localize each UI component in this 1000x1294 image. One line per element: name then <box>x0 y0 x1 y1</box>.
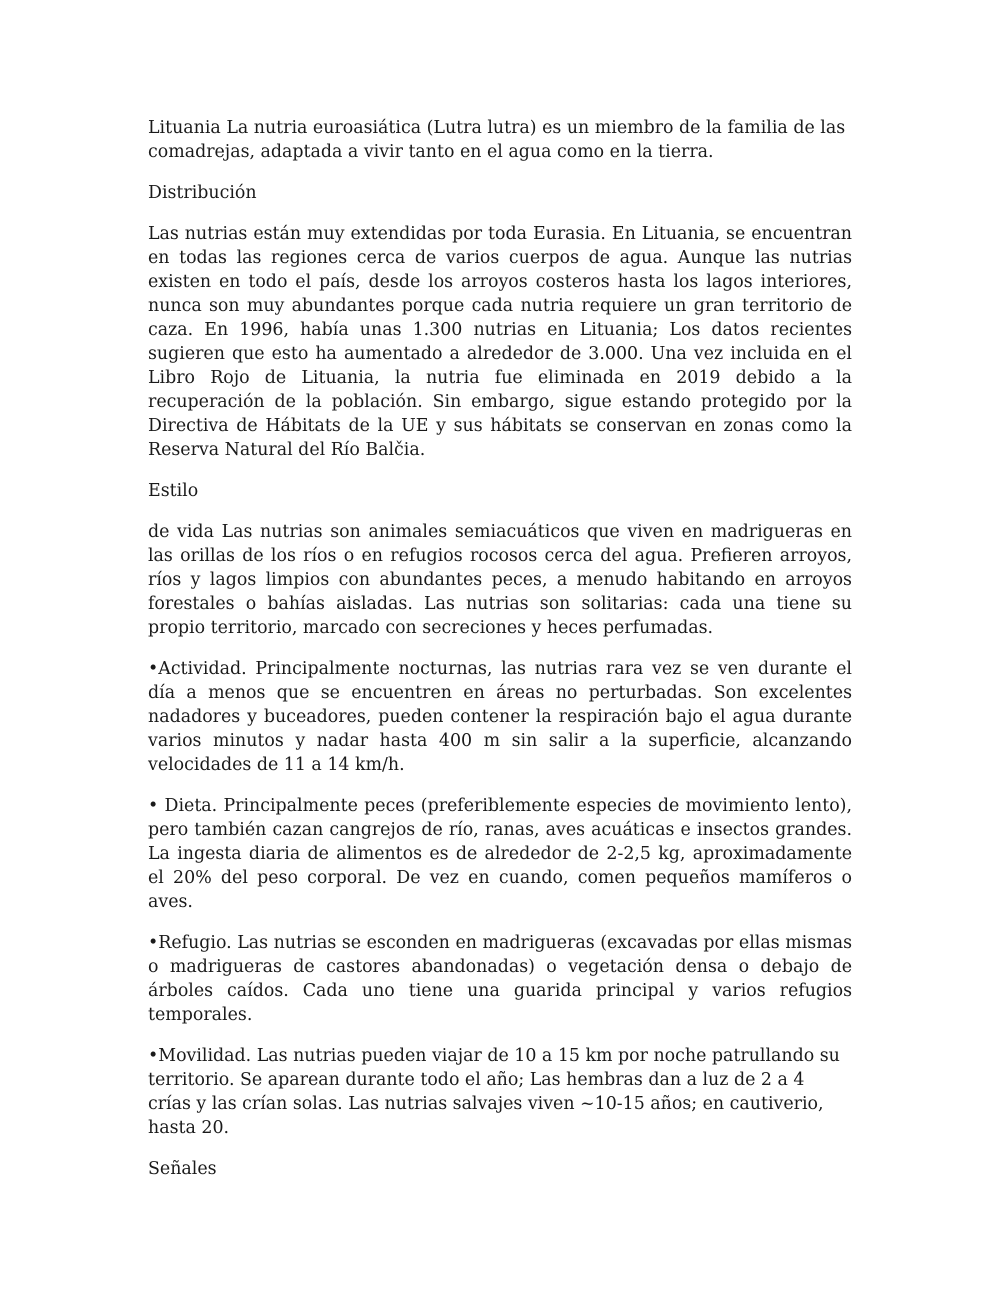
bullet-mobility: •Movilidad. Las nutrias pueden viajar de 10 a 15 km por noche patrullando su territorio. Se aparean durante todo el año; Las hembras dan a luz de 2 a 4 crías y las crían solas. Las nutrias salvajes viven ~10-15 años; en cautiverio, hasta 20. <box>148 1046 840 1138</box>
signs-heading: Señales <box>148 1159 217 1179</box>
distribution-paragraph: Las nutrias están muy extendidas por toda Eurasia. En Lituania, se encuentran en todas las regiones cerca de varios cuerpos de agua. Aunque las nutrias existen en todo el país, desde los arroyos costeros hasta los lagos interiores, nunca son muy abundantes porque cada nutria requiere un gran territorio de caza. En 1996, había unas 1.300 nutrias en Lituania; Los datos recientes sugieren que esto ha aumentado a alrededor de 3.000. Una vez incluida en el Libro Rojo de Lituania, la nutria fue eliminada en 2019 debido a la recuperación de la población. Sin embargo, sigue estando protegido por la Directiva de Hábitats de la UE y sus hábitats se conservan en zonas como la Reserva Natural del Río Balčia. <box>148 224 852 460</box>
bullet-activity: •Actividad. Principalmente nocturnas, las nutrias rara vez se ven durante el día a menos que se encuentren en áreas no perturbadas. Son excelentes nadadores y buceadores, pueden contener la respiración bajo el agua durante varios minutos y nadar hasta 400 m sin salir a la superficie, alcanzando velocidades de 11 a 14 km/h. <box>148 659 852 775</box>
bullet-shelter: •Refugio. Las nutrias se esconden en madrigueras (excavadas por ellas mismas o madrigueras de castores abandonadas) o vegetación densa o debajo de árboles caídos. Cada uno tiene una guarida principal y varios refugios temporales. <box>148 933 852 1025</box>
distribution-heading: Distribución <box>148 183 257 203</box>
document-page <box>148 116 852 1198</box>
lifestyle-paragraph: de vida Las nutrias son animales semiacuáticos que viven en madrigueras en las orillas de los ríos o en refugios rocosos cerca del agua. Prefieren arroyos, ríos y lagos limpios con abundantes peces, a menudo habitando en arroyos forestales o bahías aisladas. Las nutrias son solitarias: cada una tiene su propio territorio, marcado con secreciones y heces perfumadas. <box>148 522 852 638</box>
lifestyle-heading: Estilo <box>148 481 199 501</box>
intro-paragraph: Lituania La nutria euroasiática (Lutra lutra) es un miembro de la familia de las comadrejas, adaptada a vivir tanto en el agua como en la tierra. <box>148 118 846 162</box>
bullet-diet: • Dieta. Principalmente peces (preferiblemente especies de movimiento lento), pero también cazan cangrejos de río, ranas, aves acuáticas e insectos grandes. La ingesta diaria de alimentos es de alrededor de 2-2,5 kg, aproximadamente el 20% del peso corporal. De vez en cuando, comen pequeños mamíferos o aves. <box>148 796 852 912</box>
